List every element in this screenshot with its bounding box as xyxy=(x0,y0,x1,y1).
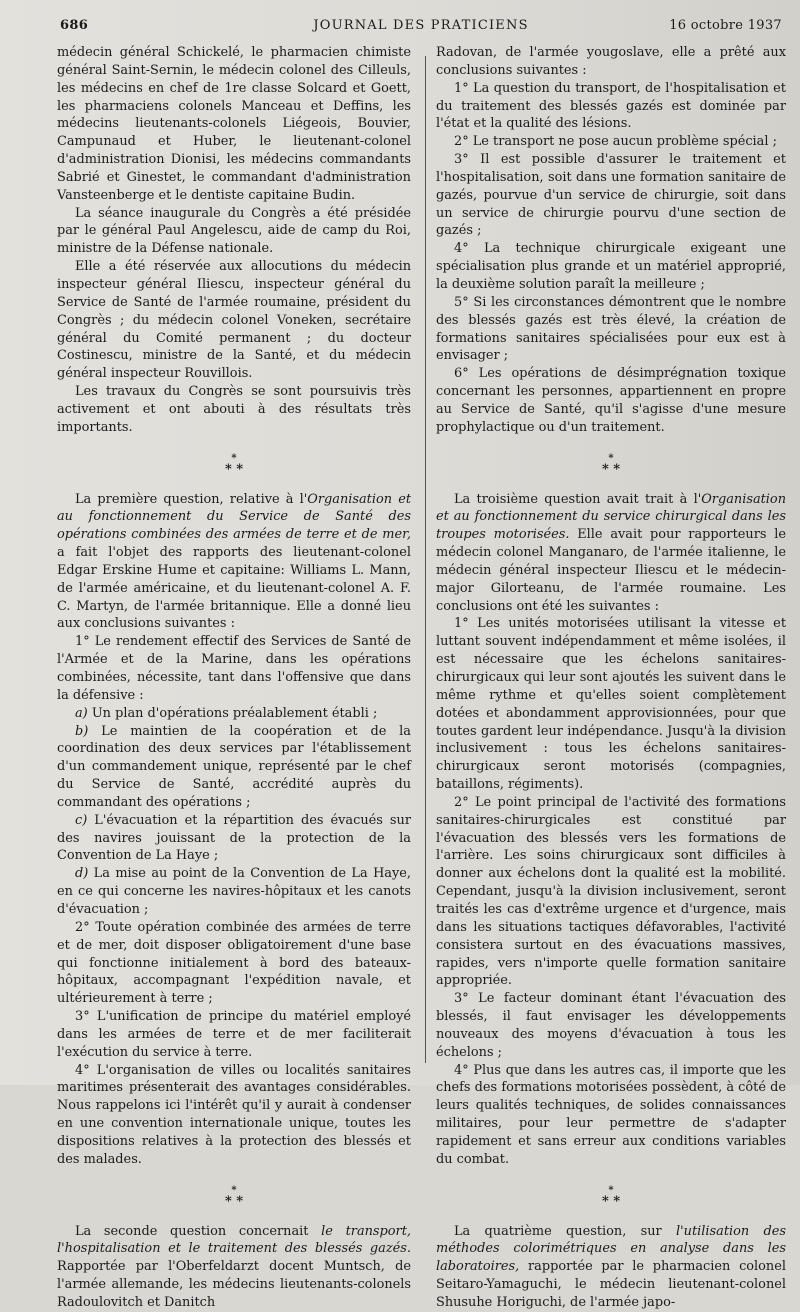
question-intro: La première question, relative à l'Organisation et au fonctionnement du Service de Santé des opérations combinées des armées de terre et de mer, a fait l'objet des rapports des lieutenant-colonel Edgar Erskine Hume et capitaine: Williams L. Mann, de l'armée américaine, et du lieutenant-colonel A. F. C. Martyn, de l'armée britannique. Elle a donné lieu aux conclusions suivantes : xyxy=(57,491,412,632)
issue-date: 16 octobre 1937 xyxy=(669,18,782,33)
section-separator: * * * xyxy=(601,452,621,477)
journal-title: JOURNAL DES PRATICIENS xyxy=(313,18,529,33)
conclusion-item: 4° L'organisation de villes ou localités sanitaires maritimes présenterait des avantages considérables. Nous rappelons ici l'intérêt qu'il y aurait à condenser en une convention internationale unique, toutes les dispositions relatives à la protection des blessés et des malades. xyxy=(57,1062,411,1167)
conclusion-subitem: d) La mise au point de la Convention de La Haye, en ce qui concerne les navires-hôpitaux et les canots d'évacuation ; xyxy=(57,866,411,917)
question-intro: La troisième question avait trait à l'Organisation et au fonctionnement du service chirurgical dans les troupes motorisées. Elle avait pour rapporteurs le médecin colonel Manganaro, de l'armée italienne, le médecin général inspecteur Iliescu et le médecin-major Gilorteanu, de l'armée roumaine. Les conclusions ont été les suivantes : xyxy=(436,491,787,614)
paragraph: Elle a été réservée aux allocutions du médecin inspecteur général Iliescu, inspecteur général du Service de Santé de l'armée roumaine, président du Congrès ; du médecin colonel Voneken, secrétaire général du Comité permanent ; du docteur Costinescu, ministre de la Santé, et du médecin général inspecteur Rouvillois. xyxy=(57,259,411,382)
paragraph: Radovan, de l'armée yougoslave, elle a prêté aux conclusions suivantes : xyxy=(436,45,786,78)
column-divider xyxy=(425,56,426,1063)
question-title: le transport, l'hospitalisation et le traitement des blessés gazés. xyxy=(57,1223,411,1257)
conclusion-item: 1° Les unités motorisées utilisant la vitesse et luttant souvent indépendamment et même isolées, il est nécessaire que les échelons sanitaires-chirurgicaux qui leur sont ajoutés les suivent dans le même rythme et qu'elles soient complètement dotées et abondamment approvisionnées, pour que toutes gardent leur indépendance. Jusqu'à la division inclusivement : tous les échelons sanitaires-chirurgicaux seront motorisés (compagnies, bataillons, régiments). xyxy=(436,616,786,793)
section-separator: * * * xyxy=(224,452,244,477)
conclusion-subitem: a) Un plan d'opérations préalablement établi ; xyxy=(75,705,378,721)
right-column xyxy=(436,44,787,1310)
question-title: Organisation et au fonctionnement du service chirurgical dans les troupes motorisées. xyxy=(436,491,786,543)
left-column xyxy=(57,44,412,1310)
question-title: l'utilisation des méthodes colorimétriques en analyse dans les laboratoires, xyxy=(436,1223,786,1275)
conclusion-subitem: b) Le maintien de la coopération et de la coordination des deux services par l'établissement d'un commandement unique, représenté par le chef du Service de Santé, accrédité auprès du commandant des opérations ; xyxy=(57,723,411,810)
section-separator: * * * xyxy=(224,1184,244,1209)
conclusion-item: 1° La question du transport, de l'hospitalisation et du traitement des blessés gazés est dominée par l'état et la qualité des lésions. xyxy=(436,80,786,132)
conclusion-item: 3° Le facteur dominant étant l'évacuation des blessés, il faut envisager les développements nouveaux des moyens d'évacuation à tous les échelons ; xyxy=(436,991,786,1060)
conclusion-item: 2° Le point principal de l'activité des formations sanitaires-chirurgicales est constitué par l'évacuation des blessés vers les formations de l'arrière. Les soins chirurgicaux sont difficiles à donner aux échelons dont la qualité est la mobilité. Cependant, jusqu'à la division inclusivement, seront traités les cas d'extrême urgence et d'urgence, mais dans les situations tactiques défavorables, l'activité consistera surtout en des évacuations massives, rapides, vers n'importe quelle formation sanitaire appropriée. xyxy=(436,794,786,989)
conclusion-item: 4° Plus que dans les autres cas, il importe que les chefs des formations motorisées possèdent, à côté de leurs qualités techniques, de solides connaissances militaires, pour leur permettre de s'adapter rapidement et sans erreur aux conditions variables du combat. xyxy=(436,1062,786,1167)
question-intro: La quatrième question, sur l'utilisation des méthodes colorimétriques en analyse dans les laboratoires, rapportée par le pharmacien colonel Seitaro-Yamaguchi, le médecin lieutenant-colonel Shusuhe Horiguchi, de l'armée japo- xyxy=(436,1223,786,1310)
question-title: Organisation et au fonctionnement du Service de Santé des opérations combinées des armées de terre et de mer, xyxy=(57,491,412,543)
section-separator: * * * xyxy=(601,1184,621,1209)
page-header xyxy=(60,14,782,38)
paragraph: La séance inaugurale du Congrès a été présidée par le général Paul Angelescu, aide de camp du Roi, ministre de la Défense nationale. xyxy=(57,205,411,257)
paragraph: médecin général Schickelé, le pharmacien chimiste général Saint-Sernin, le médecin colonel des Cilleuls, les médecins en chef de 1re classe Solcard et Goett, les pharmaciens colonels Manceau et Deffins, les médecins lieutenants-colonels Liégeois, Bouvier, Campunaud et Huber, le lieutenant-colonel d'administration Dionisi, les médecins commandants Sabrié et Ginestet, le commandant d'administration Vansteenberge et le dentiste capitaine Budin. xyxy=(57,45,411,203)
conclusion-item: 6° Les opérations de désimprégnation toxique concernant les personnes, appartiennent en propre au Service de Santé, qu'il s'agisse d'une mesure prophylactique ou d'un traitement. xyxy=(436,366,786,435)
conclusion-item: 1° Le rendement effectif des Services de Santé de l'Armée et de la Marine, dans les opérations combinées, nécessite, tant dans l'offensive que dans la défensive : xyxy=(57,634,411,703)
conclusion-item: 2° Toute opération combinée des armées de terre et de mer, doit disposer obligatoirement d'une base qui fonctionne initialement à bord des bateaux-hôpitaux, accompagnant l'expédition navale, et ultérieurement à terre ; xyxy=(57,919,411,1007)
conclusion-item: 3° Il est possible d'assurer le traitement et l'hospitalisation, soit dans une formation sanitaire de gazés, pourvue d'un service de chirurgie, soit dans un service de chirurgie pourvu d'une section de gazés ; xyxy=(436,152,786,239)
conclusion-item: 2° Le transport ne pose aucun problème spécial ; xyxy=(454,134,777,150)
conclusion-subitem: c) L'évacuation et la répartition des évacués sur des navires jouissant de la protection de la Convention de La Haye ; xyxy=(57,812,411,864)
paragraph: Les travaux du Congrès se sont poursuivis très activement et ont abouti à des résultats très importants. xyxy=(57,384,411,435)
conclusion-item: 3° L'unification de principe du matériel employé dans les armées de terre et de mer faciliterait l'exécution du service à terre. xyxy=(57,1009,411,1060)
page-number: 686 xyxy=(60,18,89,33)
question-intro: La seconde question concernait le transport, l'hospitalisation et le traitement des blessés gazés. Rapportée par l'Oberfeldarzt docent Muntsch, de l'armée allemande, les médecins lieutenants-colonels Radoulovitch et Danitch xyxy=(57,1223,411,1310)
conclusion-item: 4° La technique chirurgicale exigeant une spécialisation plus grande et un matériel approprié, la deuxième solution paraît la meilleure ; xyxy=(436,241,786,292)
conclusion-item: 5° Si les circonstances démontrent que le nombre des blessés gazés est très élevé, la création de formations sanitaires spécialisées pour eux est à envisager ; xyxy=(436,294,786,364)
